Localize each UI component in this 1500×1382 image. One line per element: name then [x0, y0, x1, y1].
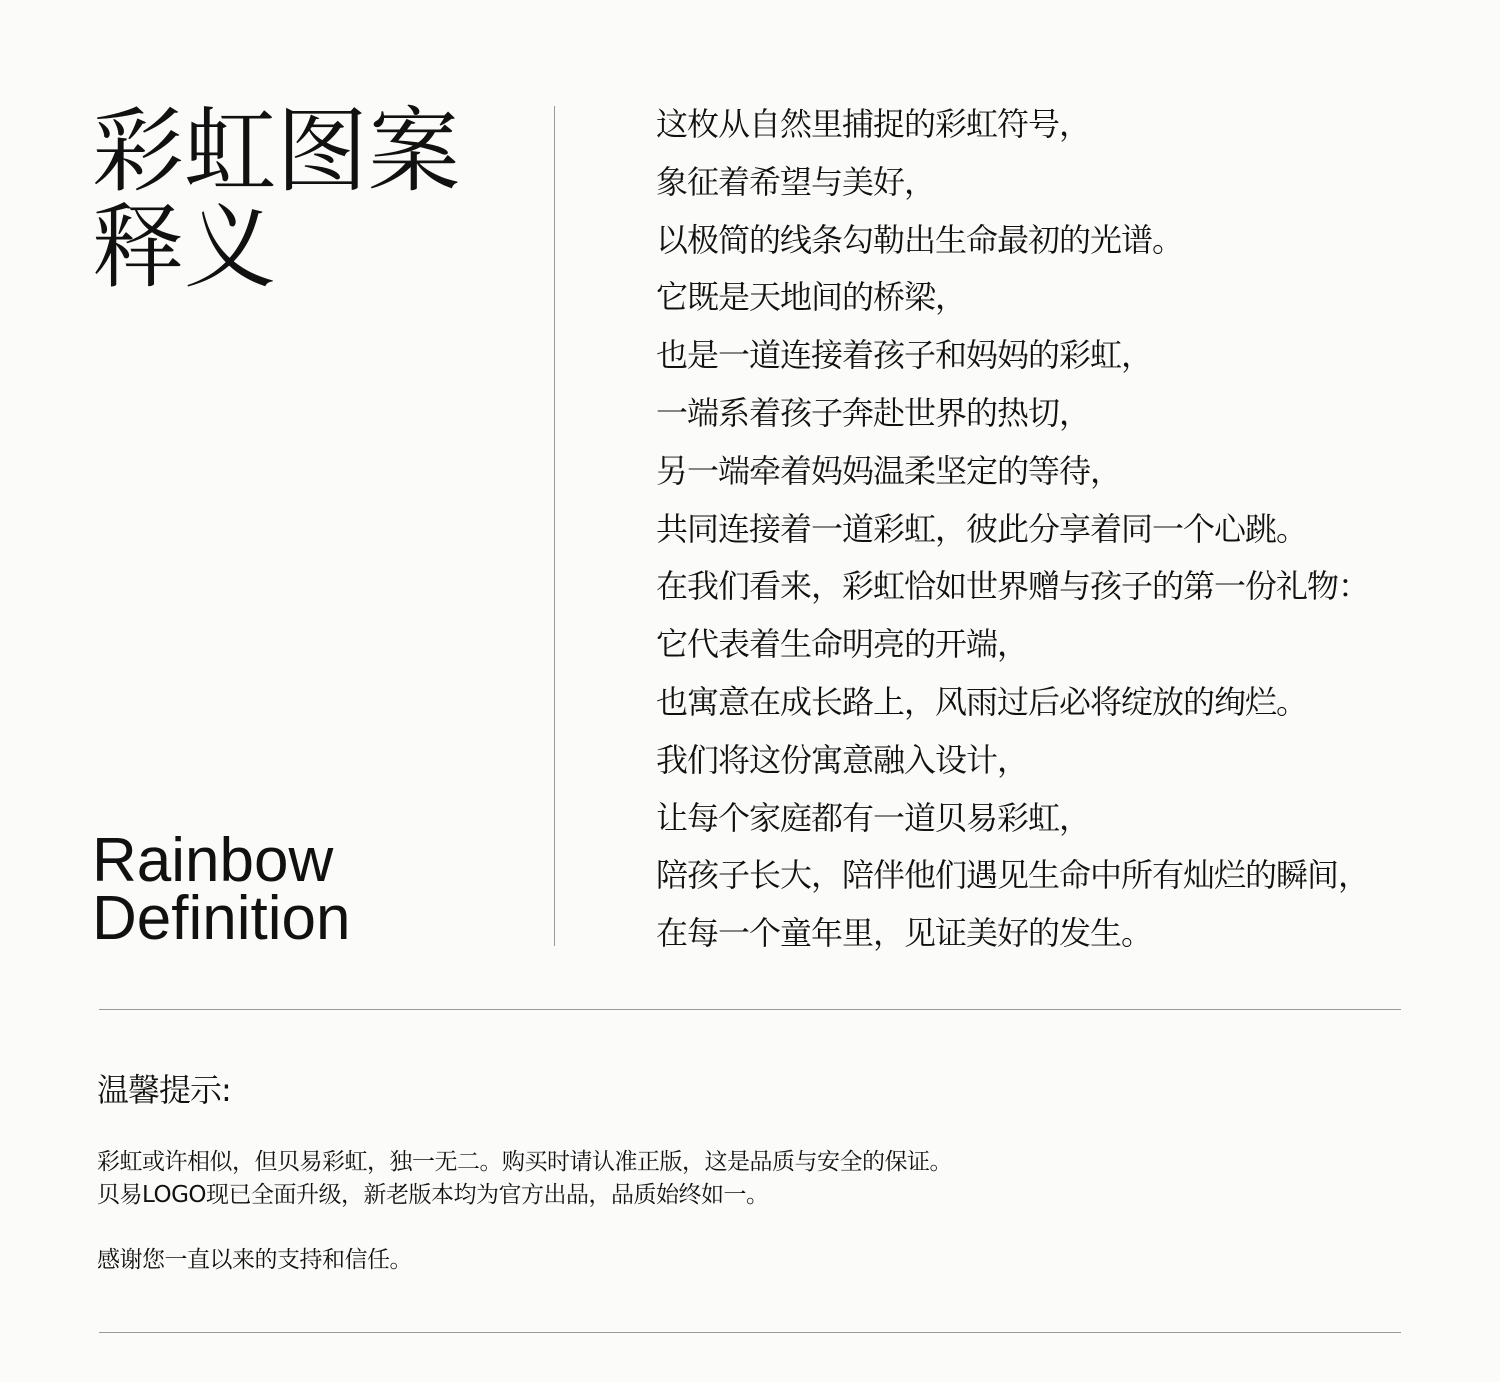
poem-line: 以极简的线条勾勒出生命最初的光谱。	[656, 220, 1184, 259]
poem-line: 也寓意在成长路上，风雨过后必将绽放的绚烂。	[656, 682, 1308, 721]
notice-spacer	[97, 1212, 1397, 1244]
poem-line: 在每一个童年里，见证美好的发生。	[656, 914, 1153, 953]
english-title-line-2: Definition	[92, 884, 351, 953]
poem-line: 它既是天地间的桥梁，	[656, 278, 967, 317]
horizontal-divider-bottom	[99, 1332, 1401, 1333]
poem-line: 也是一道连接着孩子和妈妈的彩虹，	[656, 336, 1153, 375]
poem-line: 我们将这份寓意融入设计，	[656, 740, 1029, 779]
poem-line: 它代表着生命明亮的开端，	[656, 625, 1029, 664]
poem-line: 让每个家庭都有一道贝易彩虹，	[656, 798, 1091, 837]
english-title-line-1: Rainbow	[92, 826, 334, 895]
poem-text	[656, 96, 1456, 963]
notice-title: 温馨提示:	[97, 1071, 231, 1109]
chinese-title-line-1: 彩虹图案	[92, 98, 461, 205]
chinese-title-line-2: 释义	[92, 194, 277, 301]
poem-line: 另一端牵着妈妈温柔坚定的等待，	[656, 451, 1122, 490]
vertical-divider	[554, 106, 555, 946]
chinese-title	[92, 98, 532, 301]
poem-line: 在我们看来，彩虹恰如世界赠与孩子的第一份礼物：	[656, 567, 1370, 606]
poem-line: 象征着希望与美好，	[656, 162, 936, 201]
poem-line: 陪孩子长大，陪伴他们遇见生命中所有灿烂的瞬间，	[656, 856, 1370, 895]
poem-line: 一端系着孩子奔赴世界的热切，	[656, 393, 1091, 432]
notice-body	[97, 1146, 1397, 1277]
notice-line-3: 感谢您一直以来的支持和信任。	[97, 1247, 412, 1273]
english-title	[92, 826, 532, 953]
poem-line: 共同连接着一道彩虹，彼此分享着同一个心跳。	[656, 509, 1308, 548]
notice-line-1: 彩虹或许相似，但贝易彩虹，独一无二。购买时请认准正版，这是品质与安全的保证。	[97, 1149, 952, 1175]
horizontal-divider-top	[99, 1009, 1401, 1010]
notice-line-2: 贝易LOGO现已全面升级，新老版本均为官方出品，品质始终如一。	[97, 1182, 769, 1208]
poem-line: 这枚从自然里捕捉的彩虹符号，	[656, 105, 1091, 143]
